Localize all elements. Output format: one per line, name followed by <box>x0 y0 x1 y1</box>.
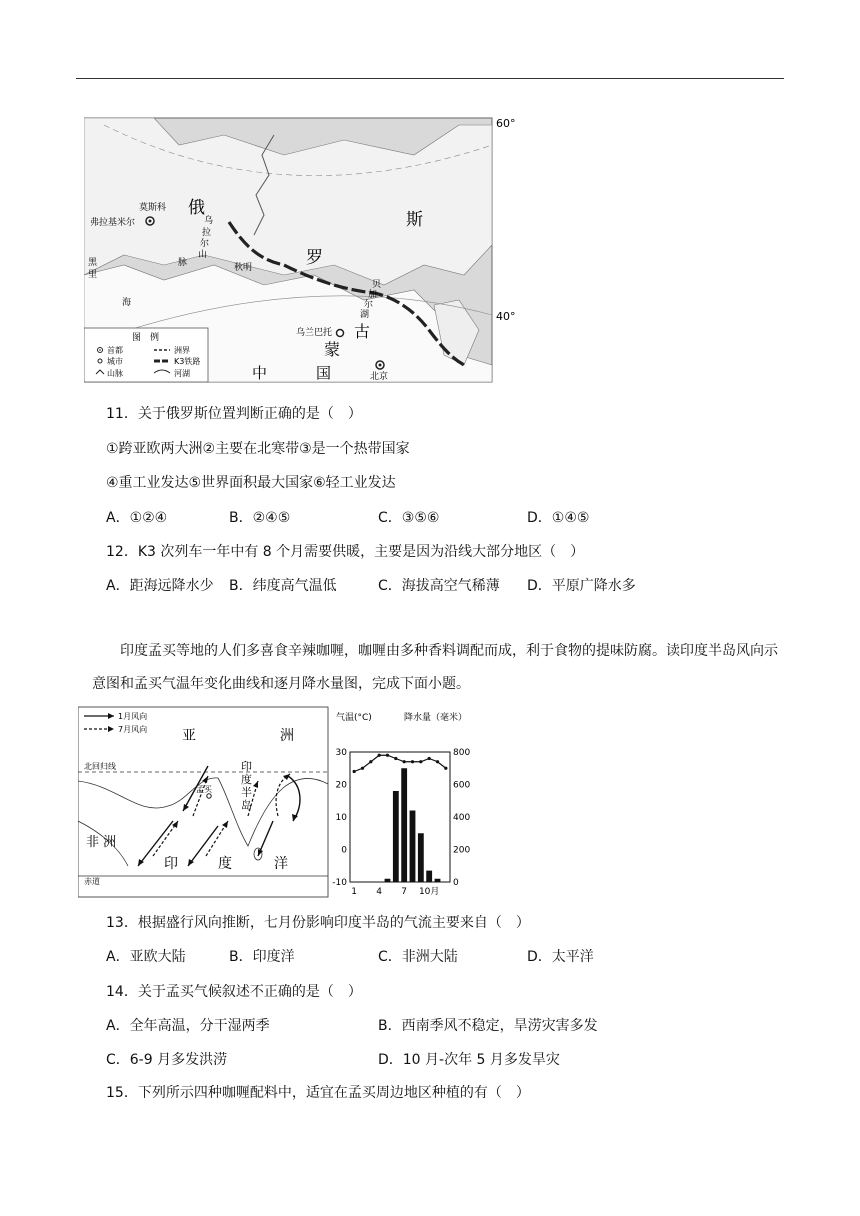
q15-stem: 15．下列所示四种咖喱配料中，适宜在孟买周边地区种植的有（ ） <box>106 1085 530 1101</box>
label-lake-4: 湖 <box>360 310 370 320</box>
temperature-point-7 <box>403 760 406 763</box>
label-ocean-3: 洋 <box>274 856 288 872</box>
legend-title: 图 例 <box>132 333 160 343</box>
label-ulaanbaatar: 乌兰巴托 <box>296 328 333 338</box>
chart-ylabel-right: 降水量（毫米） <box>404 713 468 723</box>
label-ural-5: 脉 <box>178 258 188 268</box>
lat-40-label: 40° <box>496 310 516 323</box>
label-luo: 罗 <box>306 248 323 268</box>
precip-bar-9 <box>418 833 424 882</box>
label-left-3: 海 <box>122 298 132 308</box>
x-tick-1: 4 <box>376 887 383 897</box>
label-e: 俄 <box>188 198 205 218</box>
label-ya: 亚 <box>182 728 196 744</box>
label-ocean-2: 度 <box>218 856 232 872</box>
map1-legend <box>84 328 208 382</box>
legend-river: 河湖 <box>174 369 190 378</box>
label-guo: 国 <box>316 364 332 382</box>
q13-option-d[interactable]: D．太平洋 <box>527 949 594 965</box>
precip-bar-1 <box>351 882 357 883</box>
legend-city: 城市 <box>107 357 123 366</box>
label-vladimir: 弗拉基米尔 <box>90 218 136 228</box>
precip-bar-5 <box>385 879 391 882</box>
temperature-point-3 <box>369 760 372 763</box>
label-left-2: 里 <box>88 270 98 280</box>
label-ural-2: 拉 <box>202 228 212 238</box>
header-rule <box>76 78 784 79</box>
precip-tick-2: 400 <box>453 813 471 823</box>
q14-option-a[interactable]: A．全年高温，分干湿两季 <box>106 1018 270 1034</box>
temperature-point-6 <box>394 757 397 760</box>
label-tyumen: 秋明 <box>234 263 253 273</box>
precip-bar-12 <box>443 882 449 883</box>
temperature-point-5 <box>386 754 389 757</box>
chart-ylabel-left: 气温(°C) <box>336 713 372 723</box>
label-beijing: 北京 <box>370 372 389 382</box>
temp-tick-1: 20 <box>335 780 347 791</box>
label-ural-4: 山 <box>198 250 208 260</box>
temperature-point-9 <box>419 760 422 763</box>
label-tropic: 北回归线 <box>84 762 116 771</box>
q13-option-a[interactable]: A．亚欧大陆 <box>106 949 186 965</box>
precip-bar-6 <box>393 791 399 882</box>
precip-tick-3: 200 <box>453 845 471 856</box>
x-tick-2: 7 <box>401 887 408 897</box>
q11-statement-2: ④重工业发达⑤世界面积最大国家⑥轻工业发达 <box>106 475 396 491</box>
legend-mountain: 山脉 <box>107 369 123 378</box>
q13-option-c[interactable]: C．非洲大陆 <box>378 949 458 965</box>
q14-stem: 14．关于孟买气候叙述不正确的是（ ） <box>106 984 362 1000</box>
label-equator: 赤道 <box>84 877 100 886</box>
temp-tick-3: 0 <box>341 845 347 856</box>
label-zhong: 中 <box>252 364 268 382</box>
label-left-1: 黑 <box>88 258 98 268</box>
precip-tick-4: 0 <box>453 878 459 888</box>
legend-railway: K3铁路 <box>174 357 201 366</box>
q13-stem: 13．根据盛行风向推断，七月份影响印度半岛的气流主要来自（ ） <box>106 915 530 931</box>
label-india-4: 岛 <box>241 799 252 812</box>
legend-jan-label: 1月风向 <box>118 712 148 721</box>
temperature-point-8 <box>411 760 414 763</box>
precip-bar-2 <box>360 882 366 883</box>
q12-option-d[interactable]: D．平原广降水多 <box>527 578 636 594</box>
q11-statement-1: ①跨亚欧两大洲②主要在北寒带③是一个热带国家 <box>106 441 410 457</box>
label-india-3: 半 <box>241 786 252 799</box>
q12-option-c[interactable]: C．海拔高空气稀薄 <box>378 578 500 594</box>
temp-tick-2: 10 <box>335 813 347 823</box>
label-lake-2: 加 <box>368 290 378 300</box>
label-mumbai: 孟买 <box>196 785 212 794</box>
q11-option-c[interactable]: C．③⑤⑥ <box>378 510 440 526</box>
india-wind-climate-figure <box>78 706 478 898</box>
temp-tick-0: 30 <box>335 748 347 758</box>
label-lake-3: 尔 <box>364 300 374 310</box>
precip-bar-8 <box>410 811 416 883</box>
q11-option-d[interactable]: D．①④⑤ <box>527 510 590 526</box>
precip-bar-4 <box>376 882 382 883</box>
label-ocean-1: 印 <box>164 856 178 872</box>
label-lake-1: 贝 <box>372 280 382 290</box>
x-tick-0: 1 <box>351 887 358 897</box>
q11-option-a[interactable]: A．①②④ <box>106 510 168 526</box>
label-zhou: 洲 <box>280 728 294 744</box>
temperature-point-1 <box>353 770 356 773</box>
legend-jul-label: 7月风向 <box>118 725 148 734</box>
q11-stem: 11．关于俄罗斯位置判断正确的是（ ） <box>106 406 362 422</box>
label-si: 斯 <box>406 210 423 230</box>
label-gu: 古 <box>354 322 371 341</box>
q12-option-b[interactable]: B．纬度高气温低 <box>229 578 337 594</box>
label-ural-1: 乌 <box>204 216 214 226</box>
precip-tick-0: 800 <box>453 748 471 758</box>
label-india-2: 度 <box>241 773 252 786</box>
q12-stem: 12．K3 次列车一年中有 8 个月需要供暖，主要是因为沿线大部分地区（ ） <box>106 544 585 560</box>
q14-option-d[interactable]: D．10 月-次年 5 月多发旱灾 <box>378 1052 560 1068</box>
q12-option-a[interactable]: A．距海远降水少 <box>106 578 214 594</box>
precip-bar-11 <box>435 879 441 882</box>
q14-option-c[interactable]: C．6-9 月多发洪涝 <box>106 1052 228 1068</box>
precip-tick-1: 600 <box>453 780 471 791</box>
lat-60-label: 60° <box>496 117 516 130</box>
label-africa: 非 洲 <box>86 835 117 850</box>
legend-capital: 首都 <box>107 346 123 355</box>
temperature-point-4 <box>378 754 381 757</box>
x-tick-3: 10月 <box>418 887 440 897</box>
q14-option-b[interactable]: B．西南季风不稳定，旱涝灾害多发 <box>378 1018 598 1034</box>
temperature-point-12 <box>444 767 447 770</box>
label-meng: 蒙 <box>324 340 341 359</box>
label-ural-3: 尔 <box>200 239 210 249</box>
precip-bar-3 <box>368 882 374 883</box>
legend-boundary: 洲界 <box>174 346 190 355</box>
reading-passage: 印度孟买等地的人们多喜食辛辣咖喱，咖喱由多种香料调配而成，利于食物的提味防腐。读印度半岛风向示意图和孟买气温年变化曲线和逐月降水量图，完成下面小题。 <box>92 643 778 692</box>
label-india-1: 印 <box>241 760 252 773</box>
temp-tick-4: -10 <box>332 878 347 888</box>
precip-bar-7 <box>401 768 407 882</box>
temperature-point-11 <box>436 760 439 763</box>
russia-railway-map <box>84 115 534 385</box>
temperature-point-2 <box>361 767 364 770</box>
q11-option-b[interactable]: B．②④⑤ <box>229 510 291 526</box>
label-moscow: 莫斯科 <box>139 203 167 213</box>
mumbai-climate-chart <box>332 706 478 898</box>
precip-bar-10 <box>426 871 432 882</box>
q13-option-b[interactable]: B．印度洋 <box>229 949 295 965</box>
temperature-point-10 <box>428 757 431 760</box>
